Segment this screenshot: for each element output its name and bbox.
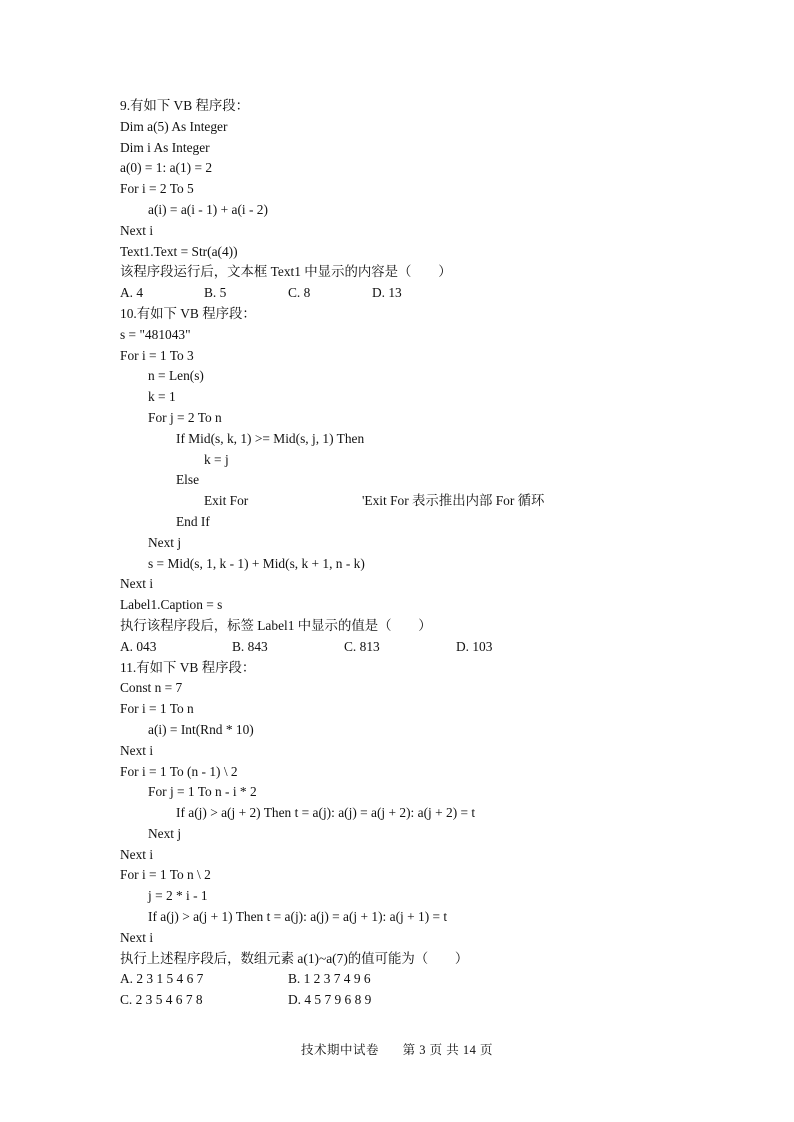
code-line: If Mid(s, k, 1) >= Mid(s, j, 1) Then (176, 430, 365, 446)
code-line: Next i (120, 222, 154, 238)
question-10 (120, 304, 760, 658)
option-c: C. 2 3 5 4 6 7 8 (120, 992, 203, 1008)
question-11-options-row-2 (120, 990, 760, 1011)
code-line: For i = 1 To 3 (120, 347, 194, 363)
code-line: If a(j) > a(j + 1) Then t = a(j): a(j) = a(j + 1): a(j + 1) = t (148, 909, 448, 925)
exam-name: 技术期中试卷 (300, 1043, 379, 1057)
code-line: For j = 1 To n - i * 2 (148, 784, 257, 800)
question-10-options (120, 637, 760, 658)
code-line: Label1.Caption = s (120, 597, 223, 613)
code-line: a(0) = 1: a(1) = 2 (120, 160, 213, 176)
code-line: Next i (120, 576, 154, 592)
question-9-title: 9.有如下 VB 程序段： (120, 98, 250, 113)
code-line: For j = 2 To n (148, 409, 222, 425)
code-line: a(i) = a(i - 1) + a(i - 2) (148, 201, 268, 217)
question-9-options (120, 283, 760, 304)
option-a: A. 043 (120, 638, 157, 654)
code-line: Next j (148, 534, 182, 550)
code-line: Const n = 7 (120, 680, 183, 696)
code-line: j = 2 * i - 1 (148, 888, 208, 904)
question-10-prompt: 执行该程序段后，标签 Label1 中显示的值是（ ） (120, 617, 432, 633)
code-line: a(i) = Int(Rnd * 10) (148, 721, 254, 737)
exit-for-statement: Exit For (204, 493, 249, 509)
page-content (120, 96, 760, 1011)
code-line: Dim i As Integer (120, 139, 210, 155)
code-line: n = Len(s) (148, 368, 204, 384)
option-a: A. 4 (120, 285, 144, 301)
page-number: 第 3 页 共 14 页 (402, 1043, 494, 1057)
question-10-title: 10.有如下 VB 程序段： (120, 305, 256, 321)
question-9 (120, 96, 760, 304)
option-b: B. 1 2 3 7 4 9 6 (288, 971, 371, 987)
option-b: B. 843 (232, 638, 268, 654)
code-line: Else (176, 472, 200, 488)
code-line: Text1.Text = Str(a(4)) (120, 243, 238, 259)
code-line: For i = 2 To 5 (120, 181, 194, 197)
code-line: Next i (120, 846, 154, 862)
option-a: A. 2 3 1 5 4 6 7 (120, 971, 204, 987)
code-line: If a(j) > a(j + 2) Then t = a(j): a(j) = a(j + 2): a(j + 2) = t (176, 805, 476, 821)
option-c: C. 8 (288, 285, 311, 301)
code-line (120, 491, 760, 512)
code-line: For i = 1 To n (120, 701, 194, 717)
code-line: Dim a(5) As Integer (120, 118, 228, 134)
page-footer (0, 1040, 794, 1058)
question-11-title: 11.有如下 VB 程序段： (120, 659, 256, 675)
code-line: End If (176, 513, 210, 529)
option-b: B. 5 (204, 285, 227, 301)
code-line: Next i (120, 742, 154, 758)
code-line: k = j (204, 451, 229, 467)
option-c: C. 813 (344, 638, 380, 654)
code-line: s = Mid(s, 1, k - 1) + Mid(s, k + 1, n - k) (148, 555, 365, 571)
code-line: Next i (120, 929, 154, 945)
option-d: D. 103 (456, 638, 493, 654)
code-line: Next j (148, 825, 182, 841)
option-d: D. 13 (372, 285, 402, 301)
code-line: s = "481043" (120, 326, 191, 342)
code-line: For i = 1 To n \ 2 (120, 867, 211, 883)
question-11-options-row-1 (120, 969, 760, 990)
code-comment: 'Exit For 表示推出内部 For 循环 (362, 493, 545, 509)
question-11 (120, 658, 760, 1012)
question-9-prompt: 该程序段运行后，文本框 Text1 中显示的内容是（ ） (120, 264, 452, 280)
question-11-prompt: 执行上述程序段后，数组元素 a(1)~a(7)的值可能为（ ） (120, 950, 469, 966)
code-line: k = 1 (148, 389, 176, 405)
option-d: D. 4 5 7 9 6 8 9 (288, 992, 372, 1008)
code-line: For i = 1 To (n - 1) \ 2 (120, 763, 238, 779)
